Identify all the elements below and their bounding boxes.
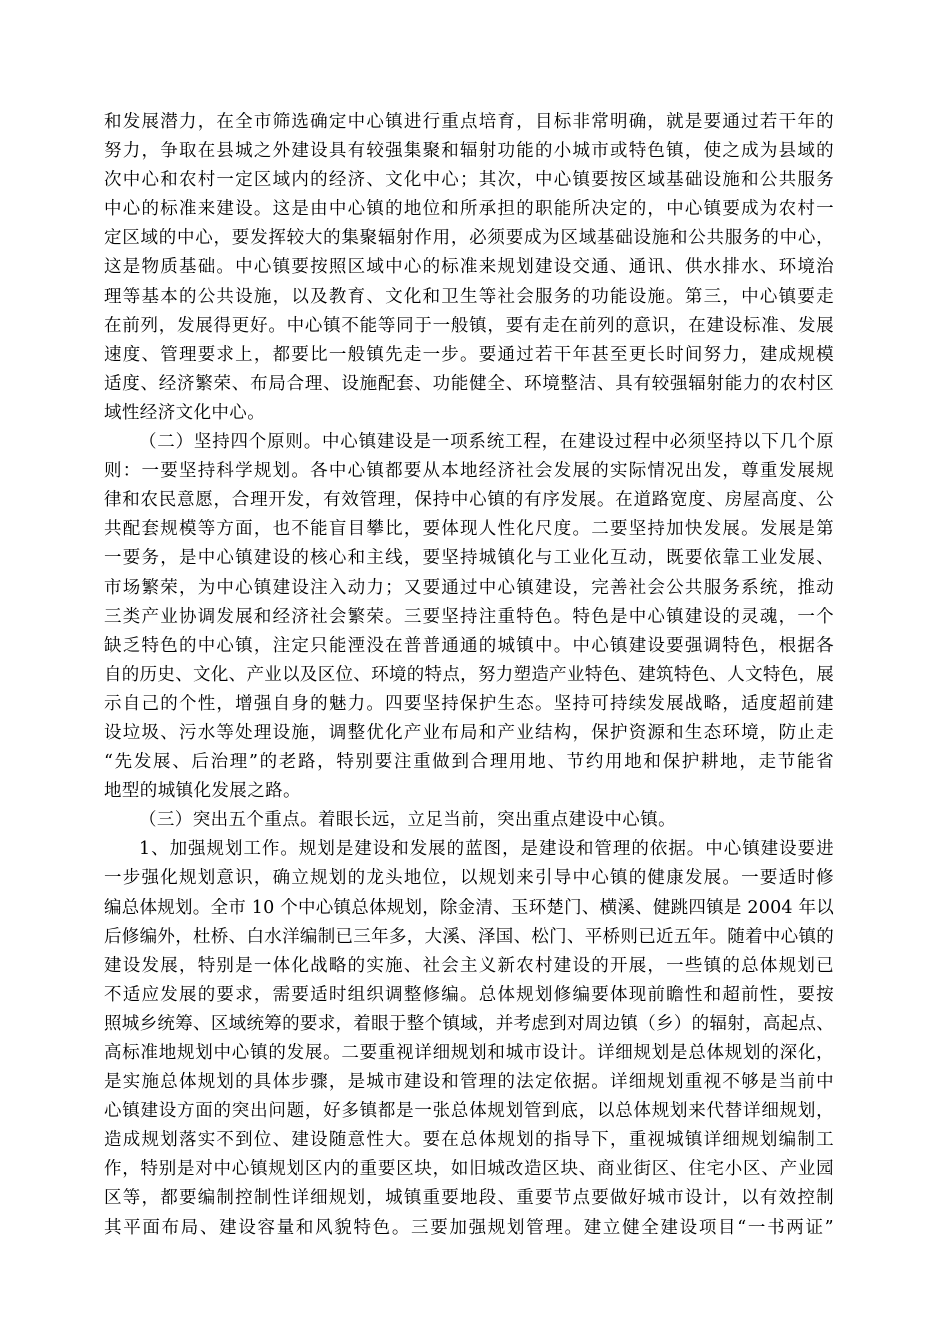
text-line: 不适应发展的要求，需要适时组织调整修编。总体规划修编要体现前瞻性和超前性，要按: [104, 984, 834, 1005]
text-line: 示自己的个性，增强自身的魅力。四要坚持保护生态。坚持可持续发展战略，适度超前建: [104, 693, 834, 714]
paragraph-continued: [104, 108, 834, 428]
text-line: 共配套规模等方面，也不能盲目攀比，要体现人性化尺度。二要坚持加快发展。发展是第: [104, 519, 834, 540]
text-line: 定区域的中心，要发挥较大的集聚辐射作用，必须要成为区域基础设施和公共服务的中心，: [104, 228, 834, 249]
text-line: 这是物质基础。中心镇要按照区域中心的标准来规划建设交通、通讯、供水排水、环境治: [104, 257, 834, 278]
text-line: 是实施总体规划的具体步骤，是城市建设和管理的法定依据。详细规划重视不够是当前中: [104, 1072, 834, 1093]
paragraph-four-principles: [104, 428, 834, 806]
text-line: 高标准地规划中心镇的发展。二要重视详细规划和城市设计。详细规划是总体规划的深化，: [104, 1043, 834, 1063]
text-line: 自的历史、文化、产业以及区位、环境的特点，努力塑造产业特色、建筑特色、人文特色，展: [104, 664, 834, 685]
text-line: 一步强化规划意识，确立规划的龙头地位，以规划来引导中心镇的健康发展。一要适时修: [104, 868, 834, 889]
text-line: 则：一要坚持科学规划。各中心镇都要从本地经济社会发展的实际情况出发，尊重发展规: [104, 461, 834, 482]
text-line: 一要务，是中心镇建设的核心和主线，要坚持城镇化与工业化互动，既要依靠工业发展、: [104, 548, 834, 569]
text-line: 缺乏特色的中心镇，注定只能湮没在普普通通的城镇中。中心镇建设要强调特色，根据各: [104, 635, 834, 656]
text-line: 设垃圾、污水等处理设施，调整优化产业布局和产业结构，保护资源和生态环境，防止走: [104, 722, 834, 743]
text-line: 心镇建设方面的突出问题，好多镇都是一张总体规划管到底，以总体规划来代替详细规划，: [104, 1101, 834, 1122]
text-line: （二）坚持四个原则。中心镇建设是一项系统工程，在建设过程中必须坚持以下几个原: [139, 432, 834, 453]
text-line: （三）突出五个重点。着眼长远，立足当前，突出重点建设中心镇。: [139, 810, 676, 831]
text-line: 和发展潜力，在全市筛选确定中心镇进行重点培育，目标非常明确，就是要通过若干年的: [104, 112, 834, 132]
text-line: 建设发展，特别是一体化战略的实施、社会主义新农村建设的开展，一些镇的总体规划已: [104, 955, 834, 976]
text-line: 作，特别是对中心镇规划区内的重要区块，如旧城改造区块、商业街区、住宅小区、产业园: [104, 1159, 834, 1180]
text-line: 后修编外，杜桥、白水洋编制已三年多，大溪、泽国、松门、平桥则已近五年。随着中心镇的: [104, 926, 834, 947]
text-line: 造成规划落实不到位、建设随意性大。要在总体规划的指导下，重视城镇详细规划编制工: [104, 1130, 834, 1151]
text-line: 中心的标准来建设。这是由中心镇的地位和所承担的职能所决定的，中心镇要成为农村一: [104, 199, 834, 220]
text-line: 律和农民意愿，合理开发，有效管理，保持中心镇的有序发展。在道路宽度、房屋高度、公: [104, 490, 834, 511]
text-line: 次中心和农村一定区域内的经济、文化中心；其次，中心镇要按区域基础设施和公共服务: [104, 170, 834, 191]
text-line: 照城乡统筹、区域统筹的要求，着眼于整个镇域，并考虑到对周边镇（乡）的辐射，高起点、: [104, 1013, 834, 1034]
text-line: 速度、管理要求上，都要比一般镇先走一步。要通过若干年甚至更长时间努力，建成规模: [104, 344, 834, 365]
paragraph-five-focuses: [104, 806, 834, 835]
text-line: 市场繁荣，为中心镇建设注入动力；又要通过中心镇建设，完善社会公共服务系统，推动: [104, 577, 834, 598]
text-line: “先发展、后治理”的老路，特别要注重做到合理用地、节约用地和保护耕地，走节能省: [104, 752, 834, 773]
text-line: 努力，争取在县城之外建设具有较强集聚和辐射功能的小城市或特色镇，使之成为县域的: [104, 141, 834, 162]
text-line: 三类产业协调发展和经济社会繁荣。三要坚持注重特色。特色是中心镇建设的灵魂，一个: [104, 606, 834, 627]
text-line: 适度、经济繁荣、布局合理、设施配套、功能健全、环境整洁、具有较强辐射能力的农村区: [104, 373, 834, 394]
text-line: 在前列，发展得更好。中心镇不能等同于一般镇，要有走在前列的意识，在建设标准、发展: [104, 315, 834, 336]
text-line: 地型的城镇化发展之路。: [104, 781, 301, 802]
text-line: 1、加强规划工作。规划是建设和发展的蓝图，是建设和管理的依据。中心镇建设要进: [139, 839, 834, 860]
paragraph-planning-work: [104, 835, 834, 1242]
text-line: 其平面布局、建设容量和风貌特色。三要加强规划管理。建立健全建设项目“一书两证”: [104, 1217, 834, 1238]
text-line: 区等，都要编制控制性详细规划，城镇重要地段、重要节点要做好城市设计，以有效控制: [104, 1188, 834, 1209]
text-line: 理等基本的公共设施，以及教育、文化和卫生等社会服务的功能设施。第三，中心镇要走: [104, 286, 834, 307]
text-line: 域性经济文化中心。: [104, 402, 266, 423]
text-line: 编总体规划。全市 10 个中心镇总体规划，除金清、玉环楚门、横溪、健跳四镇是 2004 年以: [104, 897, 834, 918]
